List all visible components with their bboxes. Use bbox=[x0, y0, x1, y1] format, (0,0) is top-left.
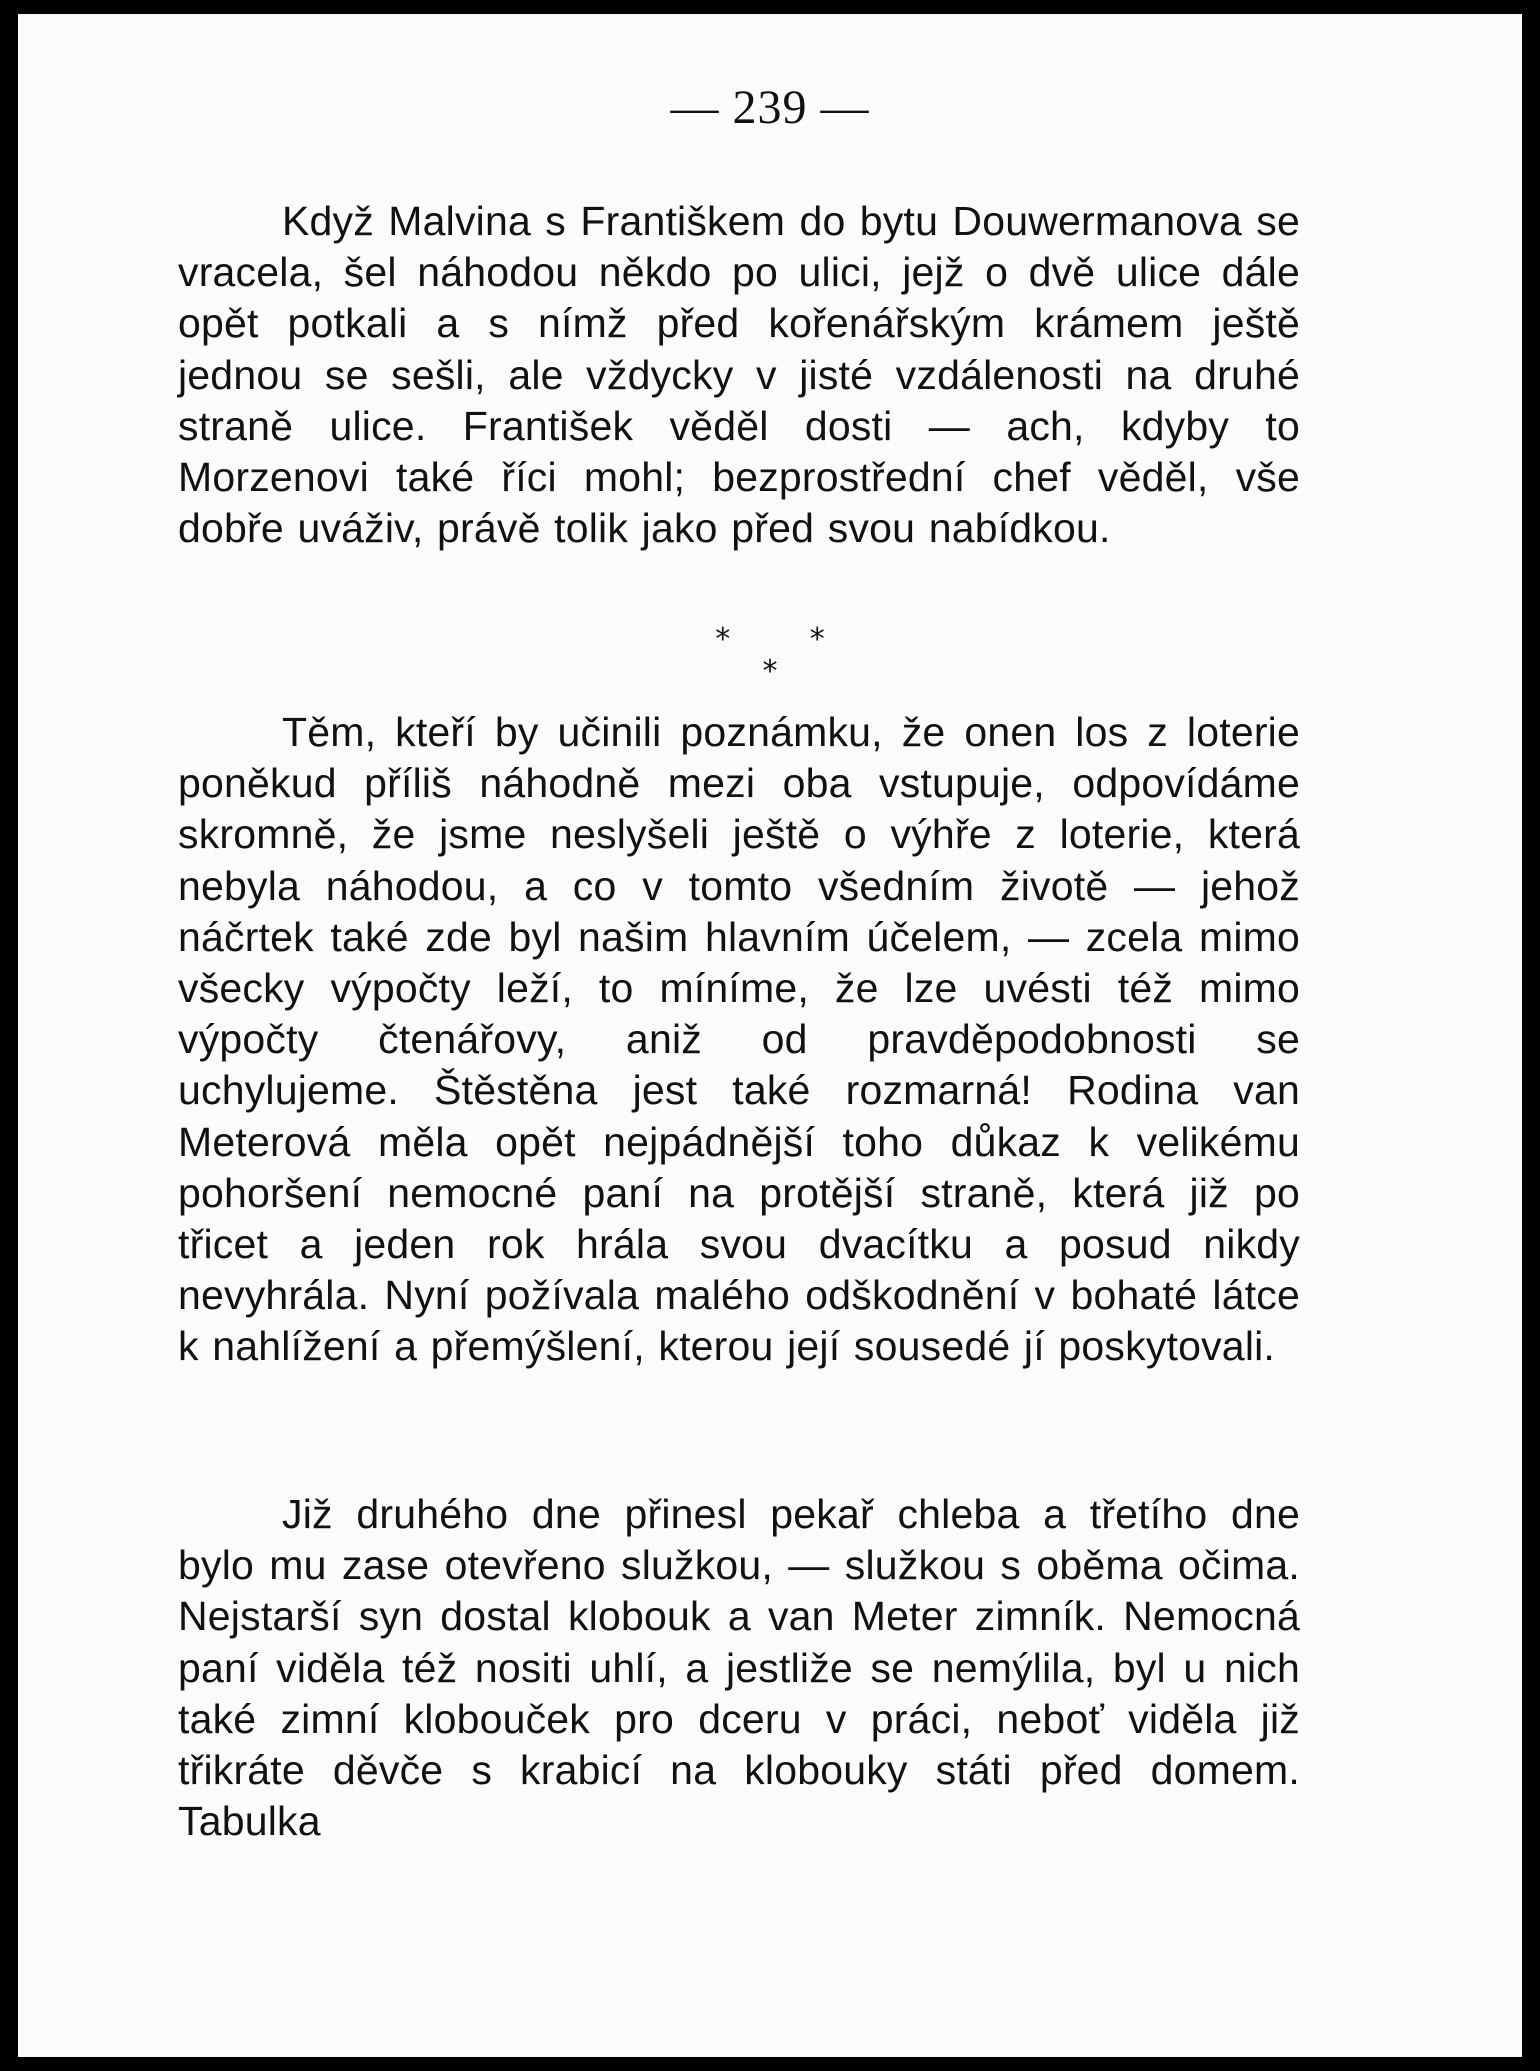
paragraph-1 bbox=[178, 196, 1300, 554]
page-number: — 239 — bbox=[670, 81, 870, 134]
paragraph-text: Když Malvina s Františkem do bytu Douwermanova se vracela, šel náhodou někdo po ulici, jejž o dvě ulice dále opět potkali a s nímž před kořenářským krámem ještě jednou se sešli, ale vždycky v jisté vzdálenosti na druhé straně ulice. František věděl dosti — ach, kdyby to Morzenovi také říci mohl; bezprostřední chef věděl, vše dobře uváživ, právě tolik jako před svou nabídkou. bbox=[178, 198, 1300, 552]
paragraph-3 bbox=[178, 1489, 1300, 1847]
section-separator-bottom: * bbox=[762, 654, 778, 689]
paragraph-text: Těm, kteří by učinili poznámku, že onen los z loterie poněkud příliš náhodně mezi oba vstupuje, odpovídáme skromně, že jsme neslyšeli ještě o výhře z loterie, která nebyla náhodou, a co v tomto všedním životě — jehož náčrtek také zde byl našim hlavním účelem, — zcela mimo všecky výpočty leží, to míníme, že lze uvésti též mimo výpočty čtenářovy, aniž od pravděpodobnosti se uchylujeme. Štěstěna jest také rozmarná! Rodina van Meterová měla opět nejpádnější toho důkaz k velikému pohoršení nemocné paní na protější straně, která již po třicet a jeden rok hrála svou dvacítku a posud nikdy nevyhrála. Nyní požívala malého odškodnění v bohaté látce k nahlížení a přemýšlení, kterou její sousedé jí poskytovali. bbox=[178, 709, 1300, 1370]
book-page bbox=[18, 14, 1522, 2057]
paragraph-text: Již druhého dne přinesl pekař chleba a třetího dne bylo mu zase otevřeno služkou, — služkou s oběma očima. Nejstarší syn dostal klobouk a van Meter zimník. Nemocná paní viděla též nositi uhlí, a jestliže se nemýlila, byl u nich také zimní klobouček pro dceru v práci, neboť viděla již třikráte děvče s krabicí na klobouky státi před domem. Tabulka bbox=[178, 1491, 1300, 1845]
paragraph-2 bbox=[178, 707, 1300, 1373]
section-separator-top: * * bbox=[715, 622, 825, 657]
